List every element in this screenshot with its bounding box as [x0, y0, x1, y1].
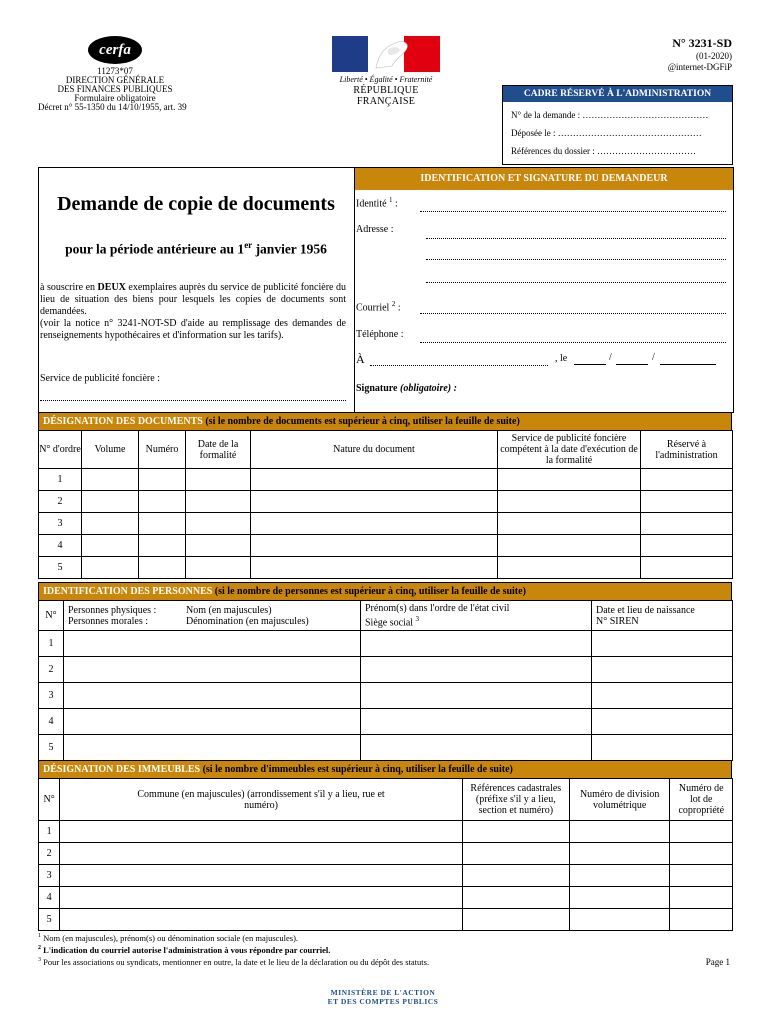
row-number: 4 [39, 535, 82, 557]
col-lot-copropriete: Numéro de lot de copropriété [670, 779, 733, 821]
documents-header-row [39, 431, 733, 469]
date-day-input[interactable] [574, 364, 606, 365]
naissance-cell[interactable] [592, 735, 733, 761]
cadastre-cell[interactable] [462, 865, 569, 887]
commune-cell[interactable] [60, 821, 462, 843]
telephone-input[interactable] [420, 341, 726, 343]
col-no: N° [39, 601, 64, 631]
page-title: Demande de copie de documents [57, 193, 335, 215]
table-row [39, 709, 733, 735]
nature-cell[interactable] [251, 469, 498, 491]
spf-cell[interactable] [498, 491, 641, 513]
lot-cell[interactable] [670, 909, 733, 931]
cadastre-cell[interactable] [462, 887, 569, 909]
row-number: 5 [39, 735, 64, 761]
date-month-input[interactable] [616, 364, 648, 365]
instructions: à souscrire en DEUX exemplaires auprès du service de publicité foncière du lieu de situation des biens pour lesquels les copies de documents sont demandées. (voir la notice n° 3241-NOT-SD d'aide au remplissage des demandes de renseignements hypothécaires et d'information sur les tarifs). [40, 282, 346, 341]
cadastre-cell[interactable] [462, 843, 569, 865]
col-numero: Numéro [139, 431, 186, 469]
numero-cell[interactable] [139, 513, 186, 535]
table-row [39, 557, 733, 579]
nature-cell[interactable] [251, 535, 498, 557]
commune-cell[interactable] [60, 887, 462, 909]
table-row [39, 887, 733, 909]
row-number: 1 [39, 469, 82, 491]
marianne-logo [332, 36, 440, 72]
nom-cell[interactable] [64, 631, 361, 657]
row-number: 3 [39, 683, 64, 709]
immeubles-header-row [39, 779, 733, 821]
cadastre-cell[interactable] [462, 821, 569, 843]
adresse-input-2[interactable] [426, 258, 726, 260]
lot-cell[interactable] [670, 843, 733, 865]
adresse-input-1[interactable] [426, 237, 726, 239]
lieu-label: À [356, 352, 365, 366]
naissance-cell[interactable] [592, 683, 733, 709]
date-label: , le [555, 353, 568, 364]
prenom-cell[interactable] [361, 709, 592, 735]
nature-cell[interactable] [251, 557, 498, 579]
table-row [39, 469, 733, 491]
reserve-cell [641, 513, 733, 535]
date-slash-1: / [609, 352, 612, 363]
numero-cell[interactable] [139, 469, 186, 491]
reserve-cell [641, 535, 733, 557]
devise: Liberté • Égalité • Fraternité [339, 75, 433, 84]
volume-cell[interactable] [82, 469, 139, 491]
prenom-cell[interactable] [361, 631, 592, 657]
volume-cell[interactable] [82, 513, 139, 535]
cadre-administration [502, 85, 733, 165]
lot-cell[interactable] [670, 865, 733, 887]
date-slash-2: / [652, 352, 655, 363]
references-dossier: Références du dossier : …………………………… [511, 146, 696, 156]
page-number: Page 1 [705, 957, 730, 967]
footnote-3: $^3$ Pour les associations ou syndicats, mentionner en outre, la date et le lieu de la déclaration ou du dépôt des statuts. [38, 957, 430, 967]
courriel-input[interactable] [420, 312, 726, 314]
ministere-logo: MINISTÈRE DE L'ACTION ET DES COMPTES PUBLICS [327, 988, 439, 1006]
cadastre-cell[interactable] [462, 909, 569, 931]
lot-cell[interactable] [670, 887, 733, 909]
date-cell[interactable] [186, 535, 251, 557]
row-number: 5 [39, 557, 82, 579]
identification-title: IDENTIFICATION ET SIGNATURE DU DEMANDEUR [355, 168, 733, 190]
date-cell[interactable] [186, 557, 251, 579]
numero-cell[interactable] [139, 491, 186, 513]
spf-label: Service de publicité foncière : [40, 373, 160, 384]
personnes-header-row [39, 601, 733, 631]
division-cell[interactable] [569, 843, 670, 865]
nom-cell[interactable] [64, 735, 361, 761]
documents-section-title: DÉSIGNATION DES DOCUMENTS (si le nombre de documents est supérieur à cinq, utiliser la feuille de suite) [38, 412, 732, 430]
col-numero-ordre: N° d'ordre [39, 431, 82, 469]
spf-cell[interactable] [498, 535, 641, 557]
nature-cell[interactable] [251, 491, 498, 513]
nom-cell[interactable] [64, 683, 361, 709]
telephone-label: Téléphone : [356, 329, 404, 340]
col-reserve-admin: Réservé à l'administration [641, 431, 733, 469]
table-row [39, 657, 733, 683]
adresse-input-3[interactable] [426, 281, 726, 283]
courriel-label: Courriel $^2$ : [356, 300, 401, 314]
col-prenom-siege: Prénom(s) dans l'ordre de l'état civil Siège social $^3$ [361, 601, 592, 631]
nature-cell[interactable] [251, 513, 498, 535]
col-nature-document: Nature du document [251, 431, 498, 469]
col-volume: Volume [82, 431, 139, 469]
row-number: 4 [39, 887, 60, 909]
lot-cell[interactable] [670, 821, 733, 843]
date-cell[interactable] [186, 469, 251, 491]
commune-cell[interactable] [60, 909, 462, 931]
direction-line-2: DES FINANCES PUBLIQUES [57, 84, 173, 94]
spf-cell[interactable] [498, 469, 641, 491]
naissance-cell[interactable] [592, 657, 733, 683]
personnes-table [38, 600, 733, 761]
volume-cell[interactable] [82, 491, 139, 513]
col-references-cadastrales: Références cadastrales (préfixe s'il y a lieu, section et numéro) [462, 779, 569, 821]
table-row [39, 843, 733, 865]
row-number: 3 [39, 513, 82, 535]
naissance-cell[interactable] [592, 631, 733, 657]
numero-demande: N° de la demande : …………………………………… [511, 110, 709, 120]
row-number: 1 [39, 821, 60, 843]
header-administration [40, 67, 190, 112]
reserve-cell [641, 469, 733, 491]
col-no: N° [39, 779, 60, 821]
immeubles-section-title: DÉSIGNATION DES IMMEUBLES (si le nombre d'immeubles est supérieur à cinq, utiliser la feuille de suite) [38, 760, 732, 778]
page-subtitle: pour la période antérieure au 1er janvier 1956 [65, 240, 327, 257]
cerfa-number: 11273*07 [97, 66, 133, 76]
nom-cell[interactable] [64, 709, 361, 735]
immeubles-table [38, 778, 733, 931]
republique-francaise [326, 74, 446, 107]
table-row [39, 735, 733, 761]
prenom-cell[interactable] [361, 657, 592, 683]
formulaire-obligatoire: Formulaire obligatoire [74, 93, 156, 103]
col-division-volumetrique: Numéro de division volumétrique [569, 779, 670, 821]
reserve-cell [641, 557, 733, 579]
spf-cell[interactable] [498, 513, 641, 535]
col-nom-denomination: Personnes physiques : Nom (en majuscules) Personnes morales : Dénomination (en majuscules) [64, 601, 361, 631]
footnote-1: $^1$ Nom (en majuscules), prénom(s) ou dénomination sociale (en majuscules). [38, 933, 299, 943]
volume-cell[interactable] [82, 535, 139, 557]
signature-label: Signature (obligatoire) : [356, 383, 457, 394]
date-cell[interactable] [186, 491, 251, 513]
form-date: (01-2020) [696, 51, 732, 61]
nom-cell[interactable] [64, 657, 361, 683]
reserve-cell [641, 491, 733, 513]
date-year-input[interactable] [660, 364, 716, 365]
row-number: 3 [39, 865, 60, 887]
table-row [39, 513, 733, 535]
row-number: 5 [39, 909, 60, 931]
table-row [39, 865, 733, 887]
commune-cell[interactable] [60, 865, 462, 887]
republique-label: RÉPUBLIQUE FRANÇAISE [353, 85, 419, 107]
commune-cell[interactable] [60, 843, 462, 865]
form-source: @internet-DGFiP [667, 62, 732, 72]
row-number: 1 [39, 631, 64, 657]
naissance-cell[interactable] [592, 709, 733, 735]
footnote-2: $^2$ L'indication du courriel autorise l'administration à vous répondre par courriel. [38, 945, 331, 955]
table-row [39, 683, 733, 709]
col-date-formalite: Date de la formalité [186, 431, 251, 469]
personnes-section-title: IDENTIFICATION DES PERSONNES (si le nombre de personnes est supérieur à cinq, utiliser la feuille de suite) [38, 582, 732, 600]
row-number: 2 [39, 657, 64, 683]
prenom-cell[interactable] [361, 683, 592, 709]
identification-box [354, 167, 734, 413]
form-number: N° 3231-SD [672, 36, 732, 50]
division-cell[interactable] [569, 909, 670, 931]
lieu-input[interactable] [370, 364, 548, 366]
decret-reference: Décret n° 55-1350 du 14/10/1955, art. 39 [38, 102, 187, 112]
table-row [39, 821, 733, 843]
division-cell[interactable] [569, 865, 670, 887]
date-cell[interactable] [186, 513, 251, 535]
row-number: 2 [39, 843, 60, 865]
table-row [39, 631, 733, 657]
cadre-title: CADRE RÉSERVÉ À L'ADMINISTRATION [503, 86, 732, 102]
direction-line: DIRECTION GÉNÉRALE [65, 75, 165, 85]
volume-cell[interactable] [82, 557, 139, 579]
prenom-cell[interactable] [361, 735, 592, 761]
col-spf-competent: Service de publicité foncière compétent à la date d'exécution de la formalité [498, 431, 641, 469]
row-number: 4 [39, 709, 64, 735]
form-version [640, 51, 732, 73]
row-number: 2 [39, 491, 82, 513]
table-row [39, 491, 733, 513]
documents-table [38, 430, 733, 579]
identite-input[interactable] [420, 210, 726, 212]
numero-cell[interactable] [139, 535, 186, 557]
cerfa-logo: cerfa [88, 36, 142, 64]
table-row [39, 909, 733, 931]
col-commune: Commune (en majuscules) (arrondissement s'il y a lieu, rue et numéro) [60, 779, 462, 821]
spf-input[interactable] [40, 392, 346, 401]
adresse-label: Adresse : [356, 224, 394, 235]
spf-cell[interactable] [498, 557, 641, 579]
date-depot: Déposée le : ………………………………………… [511, 128, 702, 138]
division-cell[interactable] [569, 821, 670, 843]
table-row [39, 535, 733, 557]
division-cell[interactable] [569, 887, 670, 909]
numero-cell[interactable] [139, 557, 186, 579]
identite-label: Identité $^1$ : [356, 196, 398, 210]
col-naissance-siren: Date et lieu de naissance N° SIREN [592, 601, 733, 631]
